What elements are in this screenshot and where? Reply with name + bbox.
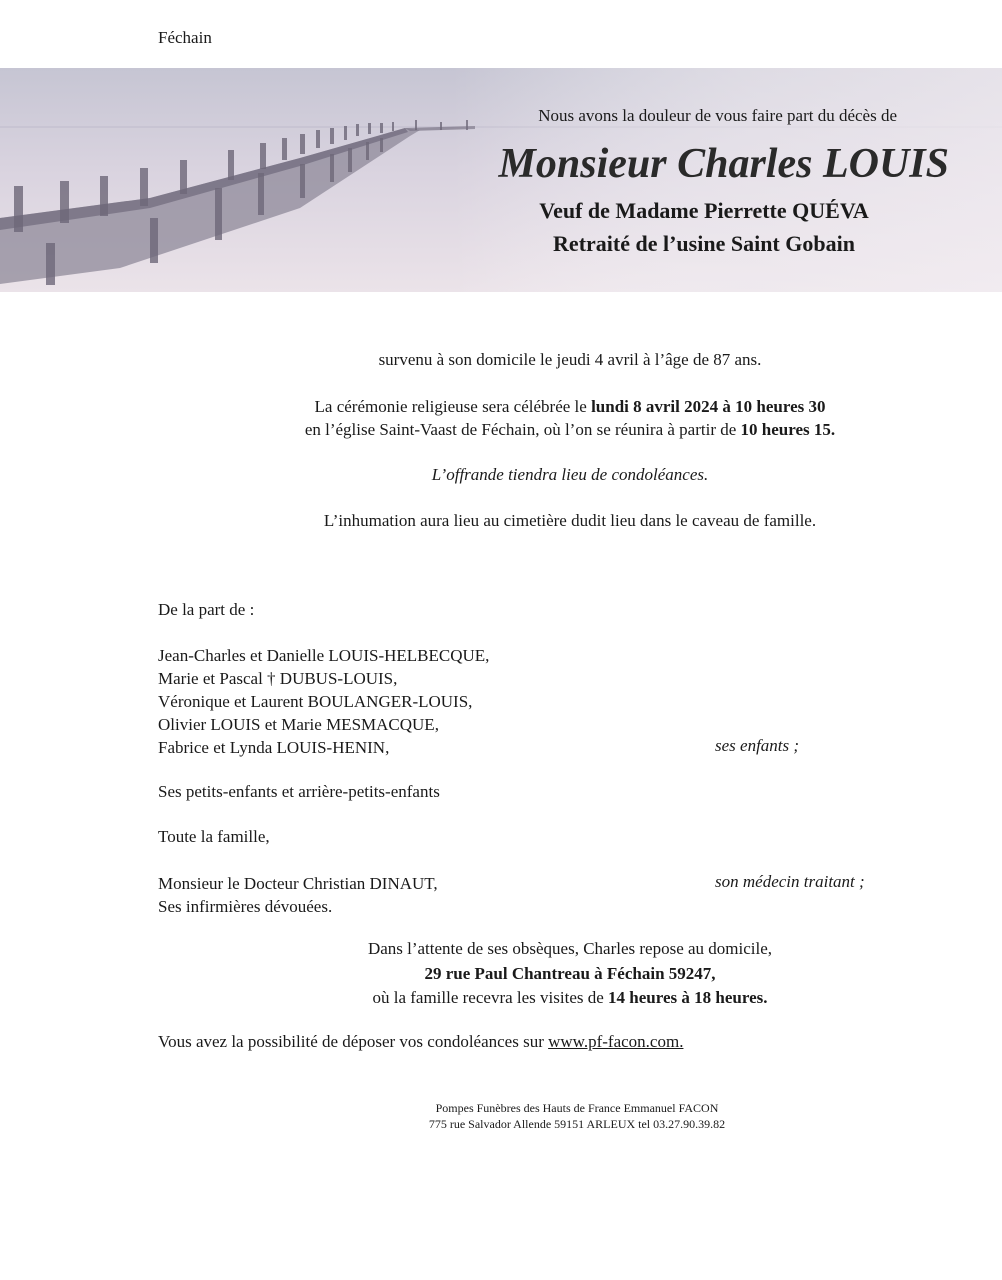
family-all-line: Toute la famille, <box>158 827 270 846</box>
retired-line: Retraité de l’usine Saint Gobain <box>553 231 855 256</box>
ceremony-line <box>0 394 1002 419</box>
doctor-role: son médecin traitant ; <box>715 872 865 891</box>
child-line: Jean-Charles et Danielle LOUIS-HELBECQUE, <box>158 646 490 665</box>
ceremony-date: lundi 8 avril 2024 à 10 heures 30 <box>591 397 826 416</box>
offering-line: L’offrande tiendra lieu de condoléances. <box>431 465 709 484</box>
children-role: ses enfants ; <box>715 736 800 755</box>
footer-company: Pompes Funèbres des Hauts de France Emmanuel FACON <box>435 1101 719 1115</box>
condolences-prefix: Vous avez la possibilité de déposer vos condoléances sur <box>158 1032 549 1051</box>
child-line: Véronique et Laurent BOULANGER-LOUIS, <box>158 692 473 711</box>
children-list <box>158 644 489 759</box>
rest-line: Dans l’attente de ses obsèques, Charles repose au domicile, <box>367 939 773 958</box>
death-line: survenu à son domicile le jeudi 4 avril à l’âge de 87 ans. <box>378 350 762 369</box>
church-line <box>0 417 1002 442</box>
child-line: Marie et Pascal † DUBUS-LOUIS, <box>158 669 398 688</box>
footer-address: 775 rue Salvador Allende 59151 ARLEUX tel 03.27.90.39.82 <box>428 1117 726 1131</box>
town-name: Féchain <box>158 28 212 47</box>
child-line: Fabrice et Lynda LOUIS-HENIN, <box>158 738 390 757</box>
rest-address: 29 rue Paul Chantreau à Féchain 59247, <box>424 964 716 983</box>
visits-hours: 14 heures à 18 heures. <box>608 988 768 1007</box>
grandchildren-line: Ses petits-enfants et arrière-petits-enfants <box>158 782 440 801</box>
visits-prefix: où la famille recevra les visites de <box>372 988 609 1007</box>
widow-line: Veuf de Madame Pierrette QUÉVA <box>539 198 869 223</box>
family-intro: De la part de : <box>158 600 255 619</box>
visits-line <box>0 985 1002 1010</box>
ceremony-prefix: La cérémonie religieuse sera célébrée le <box>314 397 592 416</box>
deceased-name: Monsieur Charles LOUIS <box>498 141 949 187</box>
doctor-line: Monsieur le Docteur Christian DINAUT, <box>158 874 438 893</box>
gathering-time: 10 heures 15. <box>740 420 836 439</box>
condolences-line <box>158 1030 683 1053</box>
nurses-line: Ses infirmières dévouées. <box>158 897 333 916</box>
child-line: Olivier LOUIS et Marie MESMACQUE, <box>158 715 439 734</box>
announcement-text: Nous avons la douleur de vous faire part du décès de <box>538 106 897 125</box>
condolences-link[interactable]: www.pf-facon.com. <box>548 1032 684 1051</box>
footer <box>0 1100 1002 1132</box>
church-prefix: en l’église Saint-Vaast de Féchain, où l’on se réunira à partir de <box>304 420 741 439</box>
burial-line: L’inhumation aura lieu au cimetière dudit lieu dans le caveau de famille. <box>323 511 817 530</box>
